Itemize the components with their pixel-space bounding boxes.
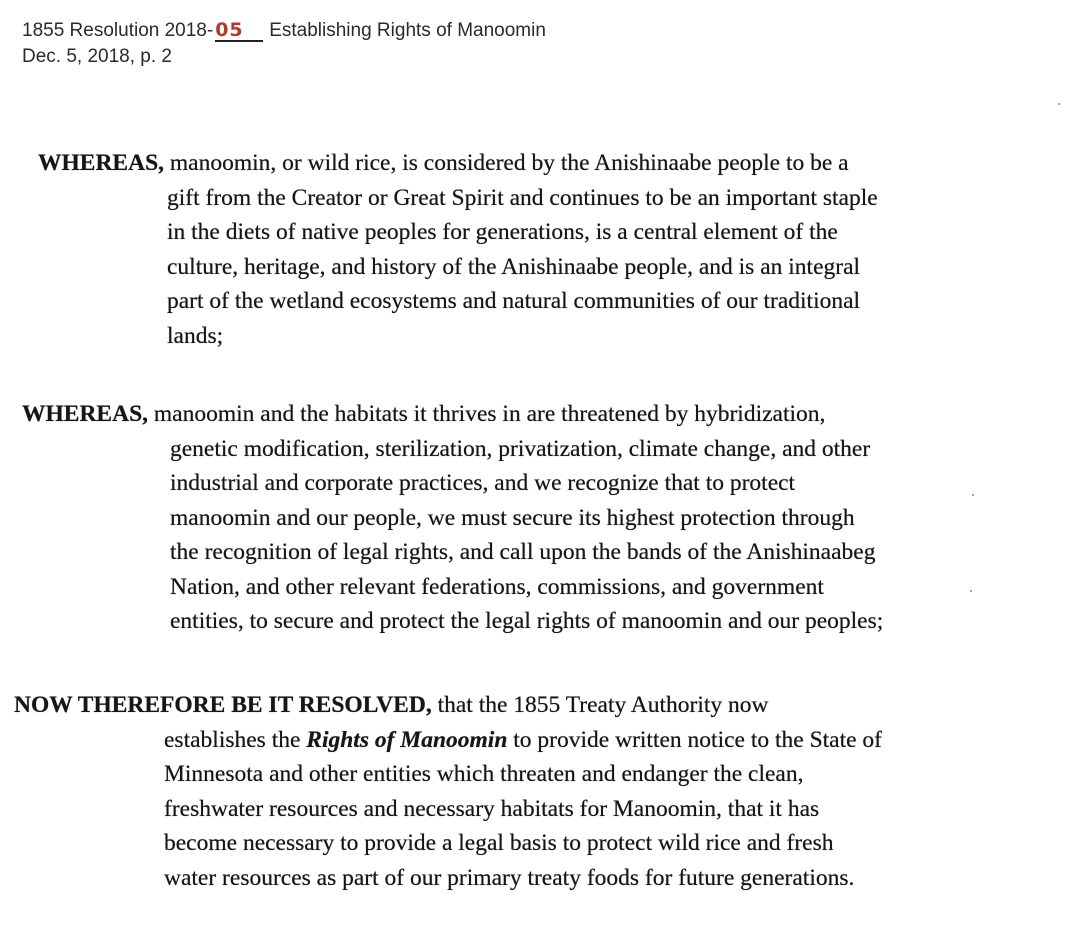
paragraph-first-line-text: manoomin and the habitats it thrives in are threatened by hybridization, [148, 401, 826, 427]
whereas-keyword: WHEREAS, [22, 401, 149, 427]
paragraph-lead-line [14, 688, 882, 723]
paragraph-line: Nation, and other relevant federations, commissions, and government [170, 573, 824, 600]
paragraph-line: entities, to secure and protect the legal rights of manoomin and our peoples; [170, 608, 884, 634]
header-date-line: Dec. 5, 2018, p. 2 [22, 46, 172, 67]
paragraph-line: become necessary to provide a legal basis to protect wild rice and fresh [164, 830, 834, 856]
rights-of-manoomin-emphasis: Rights of Manoomin [306, 726, 508, 753]
whereas-keyword: WHEREAS, [38, 150, 165, 176]
scan-speck [972, 494, 974, 496]
whereas-paragraph-2 [22, 397, 883, 639]
paragraph-line: in the diets of native peoples for generations, is a central element of the [167, 219, 838, 245]
paragraph-line: industrial and corporate practices, and we recognize that to protect [170, 470, 796, 496]
whereas-paragraph-1 [38, 146, 878, 353]
paragraph-line [164, 723, 882, 758]
paragraph-first-line-text: manoomin, or wild rice, is considered by the Anishinaabe people to be a [164, 150, 849, 176]
line-suffix: to provide written notice to the State of [507, 726, 883, 753]
paragraph-body [14, 723, 882, 896]
resolved-paragraph [14, 688, 882, 895]
scan-speck [1058, 103, 1060, 105]
paragraph-line: the recognition of legal rights, and call upon the bands of the Anishinaabeg [170, 539, 876, 565]
resolution-number: 05 [215, 20, 263, 42]
header-resolution-prefix: 1855 Resolution 2018- [22, 20, 214, 41]
paragraph-line: freshwater resources and necessary habitats for Manoomin, that it has [164, 795, 820, 822]
paragraph-body [22, 432, 883, 639]
paragraph-line: culture, heritage, and history of the Anishinaabe people, and is an integral [167, 253, 861, 280]
paragraph-line: lands; [167, 322, 224, 349]
paragraph-line: water resources as part of our primary treaty foods for future generations. [164, 864, 855, 891]
scan-speck [970, 590, 972, 592]
paragraph-lead-line [38, 146, 878, 181]
paragraph-first-line-text: that the 1855 Treaty Authority now [431, 692, 769, 718]
paragraph-line: gift from the Creator or Great Spirit and continues to be an important staple [167, 184, 878, 211]
page-header [22, 18, 546, 70]
line-prefix: establishes the [164, 726, 307, 753]
paragraph-lead-line [22, 397, 883, 432]
paragraph-line: manoomin and our people, we must secure its highest protection through [170, 504, 855, 531]
paragraph-line: genetic modification, sterilization, privatization, climate change, and other [170, 435, 871, 462]
resolved-keyword: NOW THEREFORE BE IT RESOLVED, [14, 692, 432, 718]
paragraph-body [38, 181, 878, 354]
header-title-line [22, 18, 546, 44]
paragraph-line: Minnesota and other entities which threaten and endanger the clean, [164, 761, 804, 787]
header-resolution-title: Establishing Rights of Manoomin [269, 20, 546, 41]
paragraph-line: part of the wetland ecosystems and natural communities of our traditional [167, 288, 861, 314]
